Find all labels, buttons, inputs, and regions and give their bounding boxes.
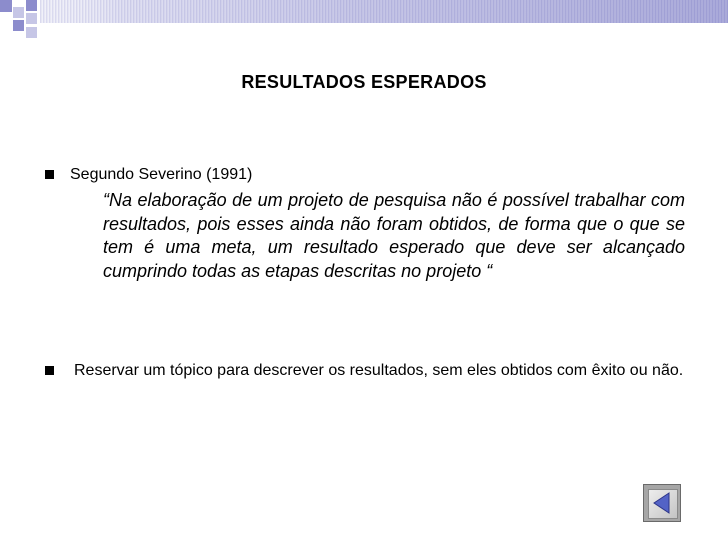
deco-square [26, 27, 37, 38]
deco-square [0, 0, 12, 12]
deco-square [26, 0, 37, 11]
deco-square [26, 13, 37, 24]
bullet-square-icon [45, 170, 54, 179]
quote-text: “Na elaboração de um projeto de pesquisa não é possível trabalhar com resultados, pois esses ainda não foram obtidos, de forma que o que se tem é uma meta, um resultado esperado que deve ser alcançado cumprindo todas as etapas descritas no projeto “ [103, 190, 685, 281]
header-decoration [0, 0, 728, 46]
slide-title-text: RESULTADOS ESPERADOS [241, 72, 487, 92]
slide-title [0, 72, 728, 93]
triangle-left-icon [649, 490, 675, 516]
back-navigation-button[interactable] [643, 484, 681, 522]
bullet-square-icon [45, 366, 54, 375]
deco-square [13, 7, 24, 18]
deco-square [13, 20, 24, 31]
bullet-2-text [70, 360, 686, 382]
bullet-1-lead: Segundo Severino (1991) [70, 166, 253, 183]
bullet-2-body: Reservar um tópico para descrever os resultados, sem eles obtidos com êxito ou não. [74, 362, 684, 379]
